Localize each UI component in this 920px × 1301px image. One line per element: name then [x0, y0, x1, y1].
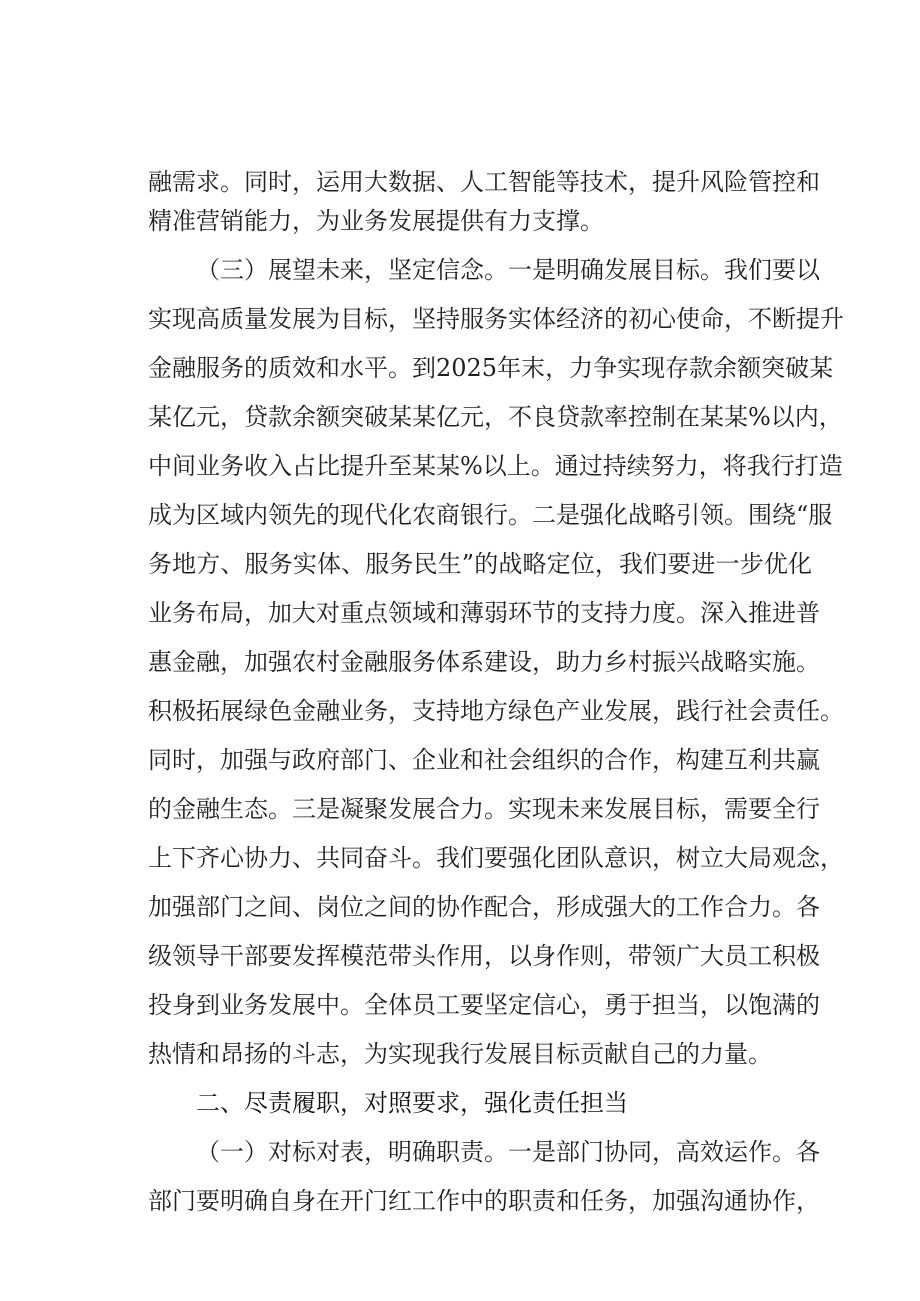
paragraph-line: 中间业务收入占比提升至某某%以上。通过持续努力，将我行打造	[148, 452, 843, 480]
paragraph-line: 级领导干部要发挥模范带头作用，以身作则，带领广大员工积极	[148, 942, 820, 970]
paragraph-line: 的金融生态。三是凝聚发展合力。实现未来发展目标，需要全行	[148, 795, 820, 823]
paragraph-line: 实现高质量发展为目标，坚持服务实体经济的初心使命，不断提升	[148, 305, 844, 333]
paragraph-line: 惠金融，加强农村金融服务体系建设，助力乡村振兴战略实施。	[148, 648, 820, 676]
paragraph-line: 热情和昂扬的斗志，为实现我行发展目标贡献自己的力量。	[148, 1040, 772, 1068]
paragraph-line: 部门要明确自身在开门红工作中的职责和任务，加强沟通协作，	[148, 1187, 820, 1215]
paragraph-line: 金融服务的质效和水平。到2025年末，力争实现存款余额突破某	[148, 354, 834, 382]
paragraph-line: 上下齐心协力、共同奋斗。我们要强化团队意识，树立大局观念，	[148, 844, 844, 872]
paragraph-line: 精准营销能力，为业务发展提供有力支撑。	[148, 207, 604, 235]
paragraph-line: （三）展望未来，坚定信念。一是明确发展目标。我们要以	[196, 256, 820, 284]
paragraph-line: 业务布局，加大对重点领域和薄弱环节的支持力度。深入推进普	[148, 599, 820, 627]
paragraph-line: 成为区域内领先的现代化农商银行。二是强化战略引领。围绕“服	[148, 501, 833, 529]
paragraph-line: 某亿元，贷款余额突破某某亿元，不良贷款率控制在某某%以内，	[148, 403, 843, 431]
paragraph-line: （一）对标对表，明确职责。一是部门协同，高效运作。各	[196, 1138, 820, 1166]
paragraph-line: 同时，加强与政府部门、企业和社会组织的合作，构建互利共赢	[148, 746, 820, 774]
paragraph-line: 投身到业务发展中。全体员工要坚定信心，勇于担当，以饱满的	[148, 991, 820, 1019]
paragraph-line: 务地方、服务实体、服务民生”的战略定位，我们要进一步优化	[148, 550, 812, 578]
section-heading: 二、尽责履职，对照要求，强化责任担当	[196, 1089, 628, 1117]
paragraph-line: 加强部门之间、岗位之间的协作配合，形成强大的工作合力。各	[148, 893, 820, 921]
paragraph-line: 融需求。同时，运用大数据、人工智能等技术，提升风险管控和	[148, 168, 820, 196]
paragraph-line: 积极拓展绿色金融业务，支持地方绿色产业发展，践行社会责任。	[148, 697, 844, 725]
